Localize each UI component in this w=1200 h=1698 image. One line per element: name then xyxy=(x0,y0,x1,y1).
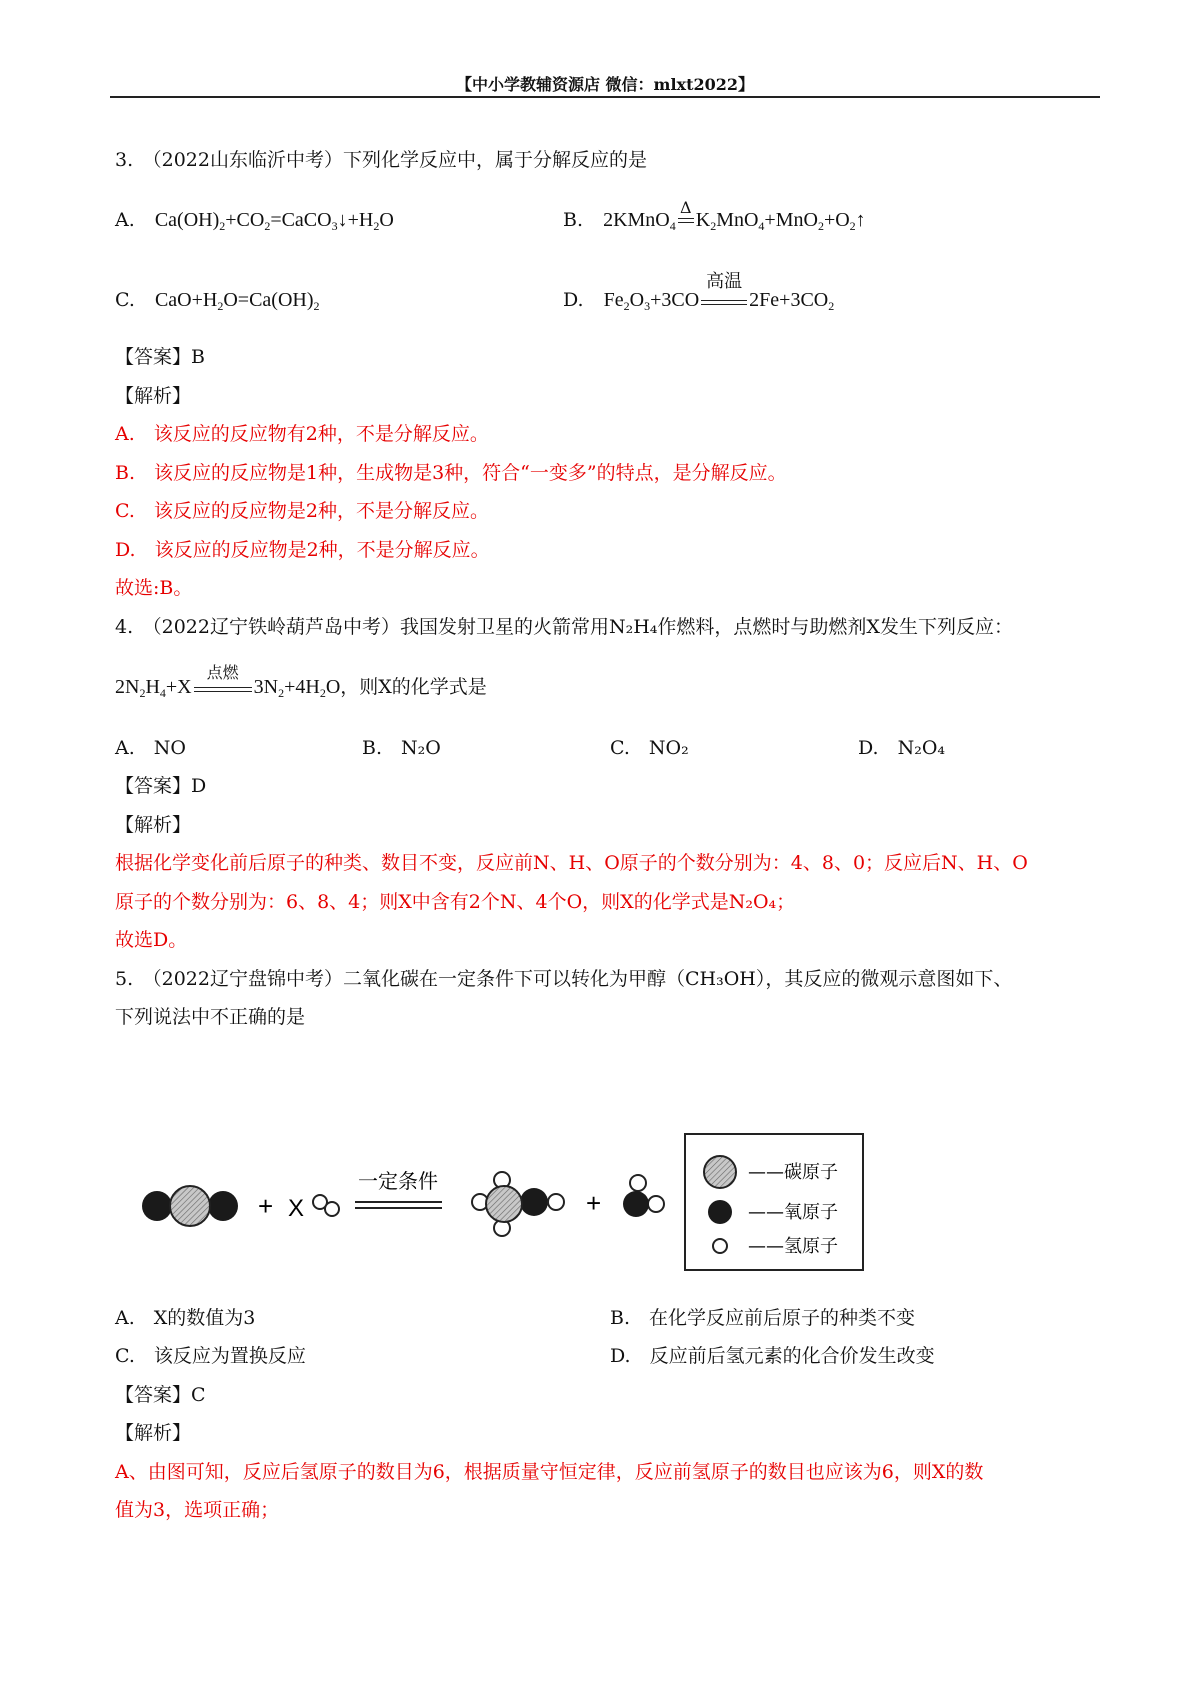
legend-carbon-label: ——碳原子 xyxy=(748,1162,838,1183)
header-divider xyxy=(110,96,1100,98)
x-coefficient: X xyxy=(288,1195,305,1222)
q5-option-c: C. 该反应为置换反应 xyxy=(115,1345,306,1367)
q4-option-d: D. N₂O₄ xyxy=(858,737,946,759)
q3-conclusion: 故选:B。 xyxy=(115,577,193,599)
q3-option-b-label: B. xyxy=(563,209,584,231)
plus-sign-2: + xyxy=(586,1188,602,1218)
q5-stem-line1: 5. （2022辽宁盘锦中考）二氧化碳在一定条件下可以转化为甲醇（CH₃OH），其反应的微观示意图如下、 xyxy=(115,968,1013,990)
q4-tail: ，则X的化学式是 xyxy=(340,676,487,698)
q4-conclusion: 故选D。 xyxy=(115,929,188,951)
q4-option-a: A. NO xyxy=(115,737,186,759)
q3-option-c-label: C. xyxy=(115,289,135,311)
hydrogen-atom-icon xyxy=(548,1194,564,1210)
q3-option-a: A. $Ca(OH)_2+CO_2=CaCO_3↓+H_2O$ xyxy=(115,209,394,233)
reaction-condition: 一定条件 xyxy=(358,1169,438,1193)
q4-analysis-line1: 根据化学变化前后原子的种类、数目不变，反应前N、H、O原子的个数分别为：4、8、0；反应后N、H、O xyxy=(115,852,1028,874)
q3-option-b: B. 2KMnO$_4$ Δ $K_2MnO_4+MnO_2+O_2↑$ xyxy=(563,198,866,233)
q3-analysis-c: C. 该反应的反应物是2种，不是分解反应。 xyxy=(115,500,489,522)
q4-equation: $2N_2H_4+X$ 点燃 $3N_2+4H_2O$，则X的化学式是 xyxy=(115,663,487,700)
q5-analysis-line2: 值为3，选项正确； xyxy=(115,1499,280,1521)
hydrogen-atom-icon xyxy=(325,1202,339,1216)
q4-stem: 4. （2022辽宁铁岭葫芦岛中考）我国发射卫星的火箭常用N₂H₄作燃料，点燃时与助燃剂X发生下列反应： xyxy=(115,616,1013,638)
carbon-atom-icon xyxy=(704,1156,736,1188)
atom-legend xyxy=(685,1134,863,1270)
q4-analysis-line2: 原子的个数分别为：6、8、4；则X中含有2个N、4个O，则X的化学式是N₂O₄； xyxy=(115,891,796,913)
q3-stem: 3. （2022山东临沂中考）下列化学反应中，属于分解反应的是 xyxy=(115,149,647,171)
plus-sign-1: + xyxy=(258,1191,274,1221)
page-header: 【中小学教辅资源店 微信：mlxt2022】 xyxy=(455,75,755,94)
q3-option-d: D. $Fe_2O_3+3CO$ 高温 $2Fe+3CO_2$ xyxy=(563,271,835,313)
q3-option-c: C. $CaO+H_2O=Ca(OH)_2$ xyxy=(115,289,320,313)
q5-answer: 【答案】C xyxy=(115,1384,206,1406)
q3-b-condition: Δ xyxy=(679,198,692,217)
hydrogen-atom-icon xyxy=(648,1196,664,1212)
q3-analysis-d: D. 该反应的反应物是2种，不是分解反应。 xyxy=(115,539,490,561)
h2-molecule xyxy=(313,1195,339,1216)
q5-option-a: A. X的数值为3 xyxy=(115,1307,256,1329)
hydrogen-atom-icon xyxy=(630,1175,646,1191)
oxygen-atom-icon xyxy=(208,1191,238,1221)
q5-analysis-title: 【解析】 xyxy=(115,1422,192,1444)
oxygen-atom-icon xyxy=(142,1191,172,1221)
legend-oxygen-label: ——氧原子 xyxy=(748,1202,838,1223)
oxygen-atom-icon xyxy=(623,1191,649,1217)
legend-hydrogen-label: ——氢原子 xyxy=(748,1236,838,1257)
q5-option-d: D. 反应前后氢元素的化合价发生改变 xyxy=(610,1345,935,1367)
q3-option-d-label: D. xyxy=(563,289,584,311)
q5-analysis-line1: A、由图可知，反应后氢原子的数目为6，根据质量守恒定律，反应前氢原子的数目也应该为6，则X的数 xyxy=(115,1461,984,1483)
oxygen-atom-icon xyxy=(520,1188,548,1216)
q4-condition: 点燃 xyxy=(206,663,239,682)
q4-analysis-title: 【解析】 xyxy=(115,814,192,836)
water-molecule xyxy=(623,1175,664,1217)
co2-molecule xyxy=(142,1186,238,1226)
q4-option-b: B. N₂O xyxy=(362,737,441,759)
q3-answer: 【答案】B xyxy=(115,346,205,368)
carbon-atom-icon xyxy=(170,1186,210,1226)
methanol-molecule xyxy=(472,1172,564,1236)
q3-analysis-a: A. 该反应的反应物有2种，不是分解反应。 xyxy=(115,423,489,445)
q3-d-condition: 高温 xyxy=(706,271,743,292)
q4-option-c: C. NO₂ xyxy=(610,737,689,759)
oxygen-atom-icon xyxy=(708,1200,732,1224)
q3-analysis-b: B. 该反应的反应物是1种，生成物是3种，符合“一变多”的特点，是分解反应。 xyxy=(115,462,787,484)
hydrogen-atom-icon xyxy=(713,1239,727,1253)
q3-option-a-label: A. xyxy=(115,209,135,231)
reaction-diagram-svg xyxy=(140,1122,960,1282)
q3-analysis-title: 【解析】 xyxy=(115,385,192,407)
q4-answer: 【答案】D xyxy=(115,775,207,797)
carbon-atom-icon xyxy=(486,1186,522,1222)
reaction-micro-diagram xyxy=(140,1122,960,1282)
q5-stem-line2: 下列说法中不正确的是 xyxy=(115,1006,306,1028)
q5-option-b: B. 在化学反应前后原子的种类不变 xyxy=(610,1307,916,1329)
